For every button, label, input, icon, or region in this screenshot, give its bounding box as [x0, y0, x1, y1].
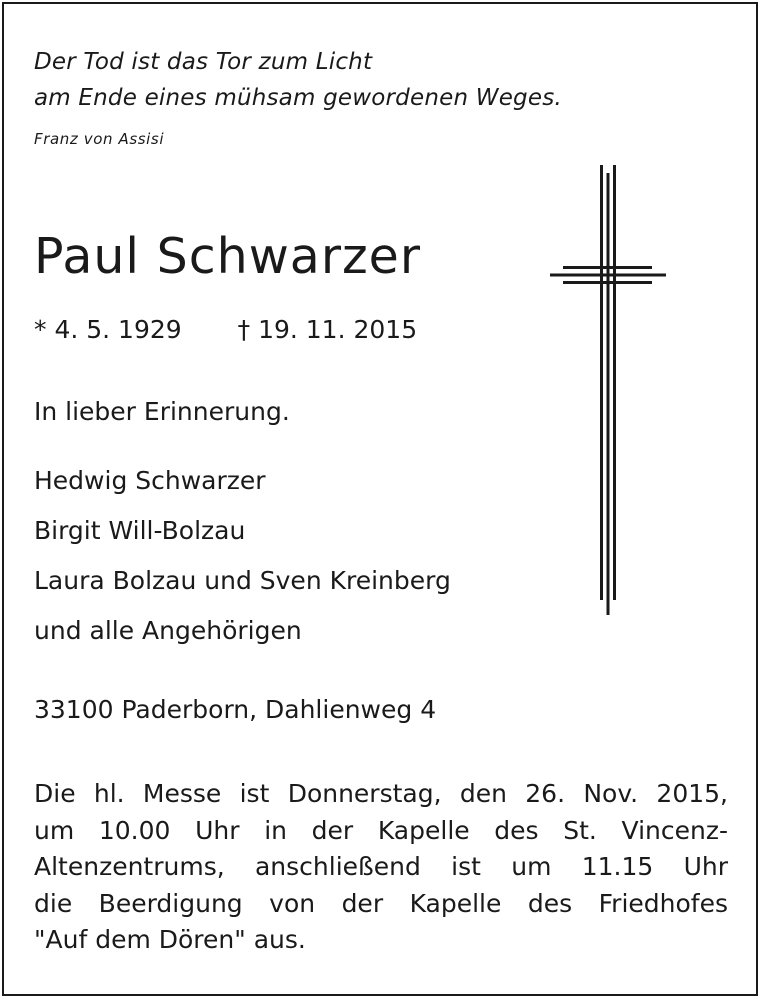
- cross-icon: [548, 165, 668, 615]
- service-line: um 10.00 Uhr in der Kapelle des St. Vincenz-: [34, 815, 728, 845]
- birth-date: * 4. 5. 1929: [34, 315, 182, 344]
- service-line: die Beerdigung von der Kapelle des Friedhofes: [34, 888, 728, 918]
- service-line: Altenzentrums, anschließend ist um 11.15 Uhr: [34, 852, 728, 881]
- mourner: und alle Angehörigen: [34, 616, 302, 645]
- mourners-list: [34, 456, 451, 656]
- death-date: † 19. 11. 2015: [237, 315, 418, 344]
- mourner: Laura Bolzau und Sven Kreinberg: [34, 566, 451, 595]
- service-line: "Auf dem Dören" aus.: [34, 925, 306, 954]
- service-line: Die hl. Messe ist Donnerstag, den 26. Nov. 2015,: [34, 779, 728, 808]
- mourner: Hedwig Schwarzer: [34, 466, 266, 495]
- quote-author: Franz von Assisi: [34, 130, 165, 148]
- service-info: [34, 776, 728, 959]
- memory-text: In lieber Erinnerung.: [34, 397, 290, 426]
- mourner: Birgit Will-Bolzau: [34, 516, 246, 545]
- quote: [34, 44, 562, 116]
- life-dates: [34, 310, 417, 350]
- deceased-name: Paul Schwarzer: [34, 228, 421, 285]
- quote-line: am Ende eines mühsam gewordenen Weges.: [34, 85, 562, 111]
- address: 33100 Paderborn, Dahlienweg 4: [34, 695, 437, 724]
- quote-line: Der Tod ist das Tor zum Licht: [34, 49, 373, 75]
